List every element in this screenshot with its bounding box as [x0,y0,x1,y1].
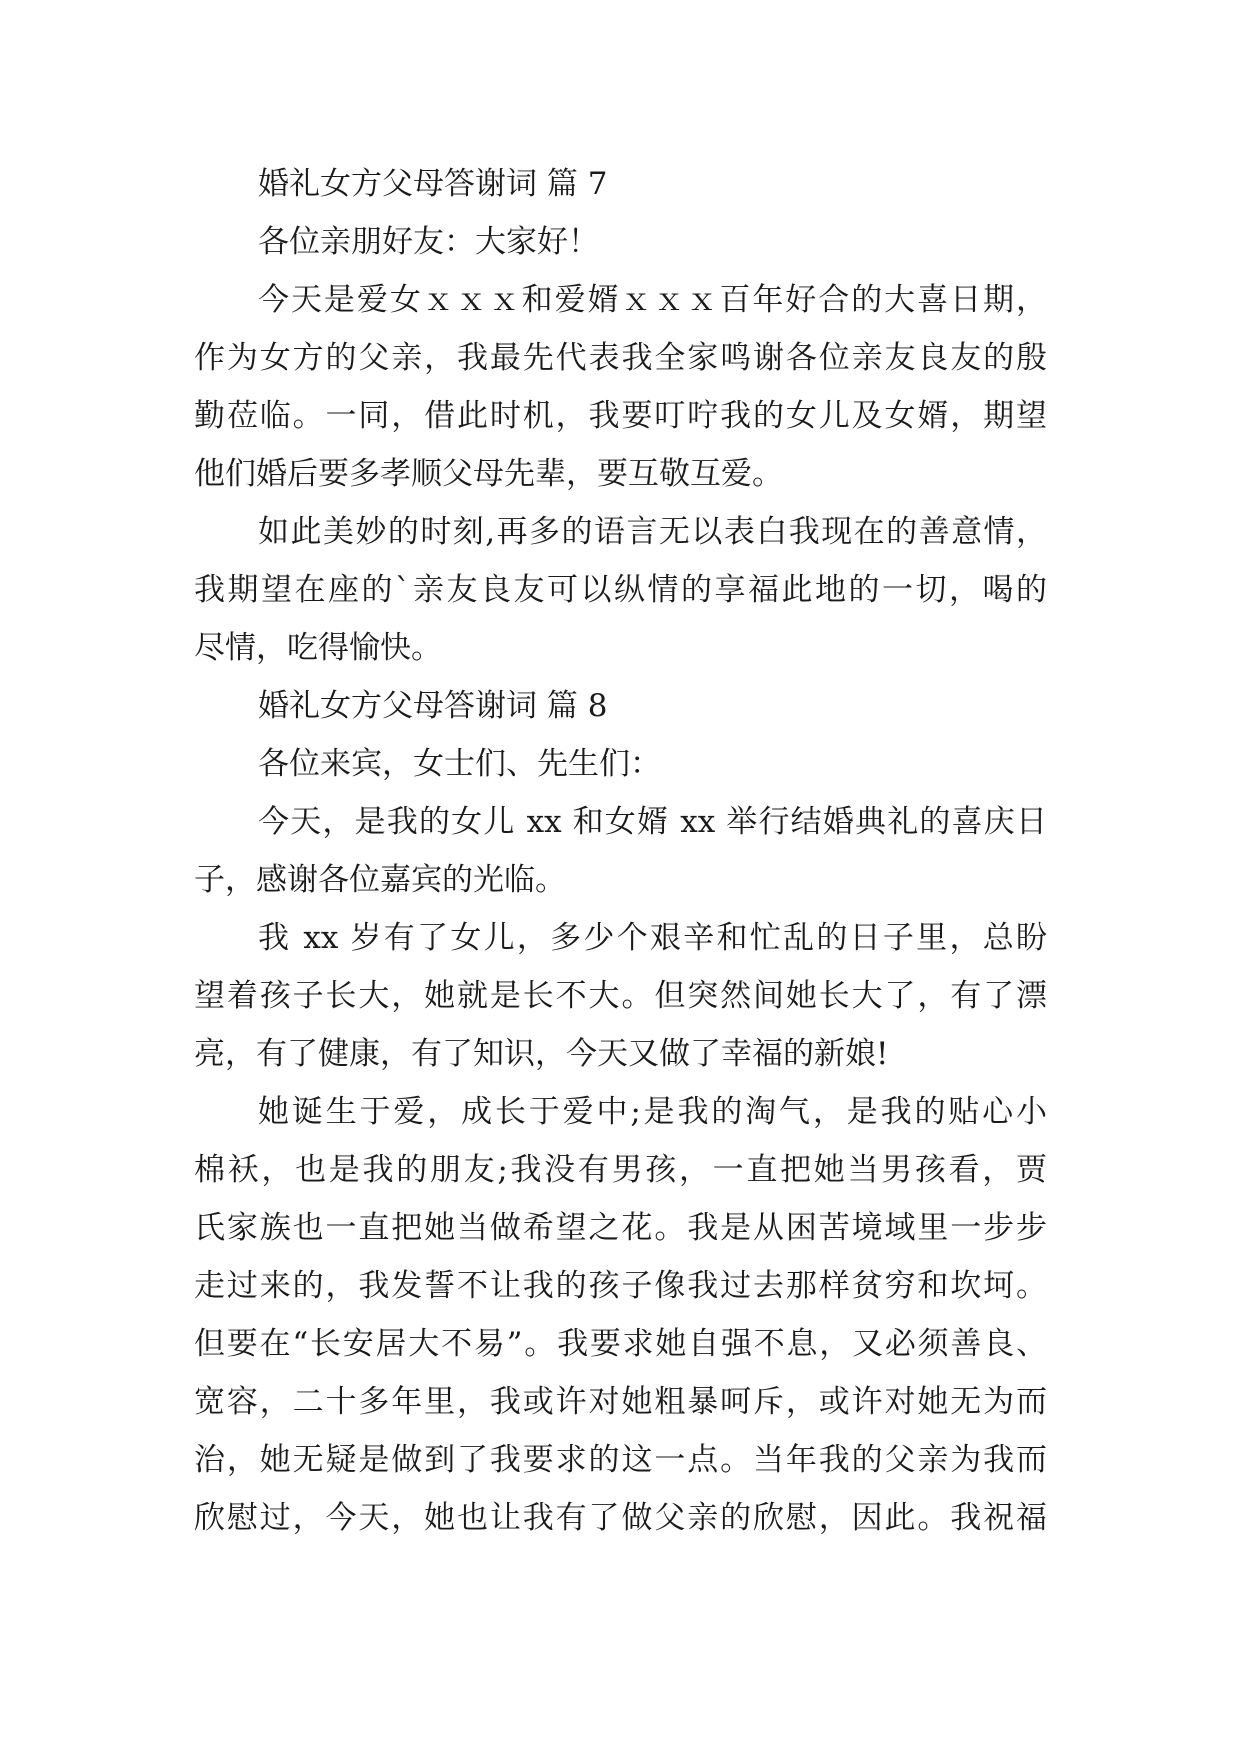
paragraph-line: 她诞生于爱，成长于爱中;是我的淘气，是我的贴心小 [258,1094,1047,1130]
paragraph-line: 但要在“长安居大不易”。我要求她自强不息，又必须善良、 [194,1326,1047,1362]
paragraph-line: 望着孩子长大，她就是长不大。但突然间她长大了，有了漂 [194,978,1047,1014]
paragraph-line: 我 xx 岁有了女儿，多少个艰辛和忙乱的日子里，总盼 [258,920,1047,956]
paragraph-line: 作为女方的父亲，我最先代表我全家鸣谢各位亲友良友的殷 [194,340,1047,376]
section-heading: 婚礼女方父母答谢词 篇 7 [258,166,608,202]
greeting-line: 各位来宾，女士们、先生们： [258,746,661,782]
paragraph-line: 走过来的，我发誓不让我的孩子像我过去那样贫穷和坎坷。 [194,1268,1047,1304]
paragraph-line: 棉袄，也是我的朋友;我没有男孩，一直把她当男孩看，贾 [194,1152,1047,1188]
paragraph-line: 子，感谢各位嘉宾的光临。 [194,862,566,898]
paragraph-line: 治，她无疑是做到了我要求的这一点。当年我的父亲为我而 [194,1442,1047,1478]
paragraph-line: 今天是爱女ｘｘｘ和爱婿ｘｘｘ百年好合的大喜日期， [258,282,1047,318]
paragraph-line: 尽情，吃得愉快。 [194,630,442,666]
paragraph-line: 如此美妙的时刻,再多的语言无以表白我现在的善意情， [258,514,1047,550]
greeting-line: 各位亲朋好友：大家好！ [258,224,599,260]
paragraph-line: 欣慰过，今天，她也让我有了做父亲的欣慰，因此。我祝福 [194,1500,1047,1536]
paragraph-line: 勤莅临。一同，借此时机，我要叮咛我的女儿及女婿，期望 [194,398,1047,434]
paragraph-line: 氏家族也一直把她当做希望之花。我是从困苦境域里一步步 [194,1210,1047,1246]
paragraph-line: 他们婚后要多孝顺父母先辈，要互敬互爱。 [194,456,783,492]
paragraph-line: 我期望在座的`亲友良友可以纵情的享福此地的一切，喝的 [194,572,1047,608]
paragraph-line: 宽容，二十多年里，我或许对她粗暴呵斥，或许对她无为而 [194,1384,1047,1420]
paragraph-line: 今天，是我的女儿 xx 和女婿 xx 举行结婚典礼的喜庆日 [258,804,1047,840]
section-heading: 婚礼女方父母答谢词 篇 8 [258,688,608,724]
paragraph-line: 亮，有了健康，有了知识，今天又做了幸福的新娘! [194,1036,889,1072]
